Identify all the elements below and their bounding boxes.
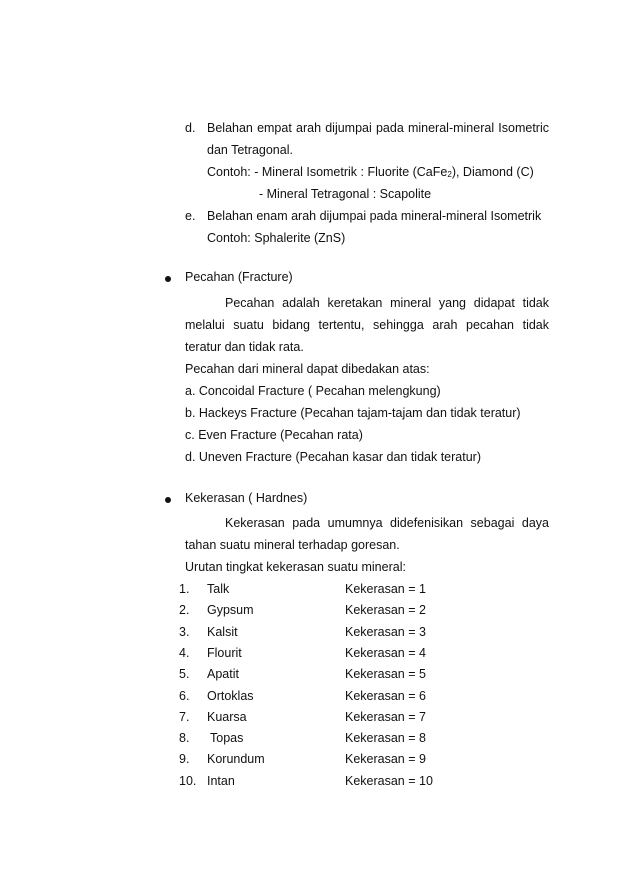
hardness-row-number: 2.	[179, 603, 190, 617]
fracture-item-d: d. Uneven Fracture (Pecahan kasar dan tidak teratur)	[185, 450, 481, 464]
hardness-row-value: Kekerasan = 2	[345, 603, 426, 617]
heading-fracture: Pecahan (Fracture)	[185, 270, 293, 284]
hardness-row-value: Kekerasan = 7	[345, 710, 426, 724]
fracture-para-line1: Pecahan adalah keretakan mineral yang didapat tidak	[225, 296, 549, 310]
hardness-para-line2: tahan suatu mineral terhadap goresan.	[185, 538, 400, 552]
hardness-row-number: 4.	[179, 646, 190, 660]
fracture-para-line3: teratur dan tidak rata.	[185, 340, 304, 354]
hardness-row-mineral: Topas	[210, 731, 244, 745]
hardness-row-mineral: Intan	[207, 774, 235, 788]
list-label-e: e.	[185, 209, 196, 223]
example-sphalerite: Contoh: Sphalerite (ZnS)	[207, 231, 346, 245]
fracture-para-line2: melalui suatu bidang tertentu, sehingga arah pecahan tidak	[185, 318, 549, 332]
example-isometric	[207, 165, 534, 179]
list-label-d: d.	[185, 121, 196, 135]
hardness-row-number: 9.	[179, 752, 190, 766]
hardness-row-mineral: Flourit	[207, 646, 242, 660]
hardness-row-number: 8.	[179, 731, 190, 745]
fracture-item-c: c. Even Fracture (Pecahan rata)	[185, 428, 363, 442]
fracture-intro: Pecahan dari mineral dapat dibedakan atas:	[185, 362, 430, 376]
hardness-row-mineral: Gypsum	[207, 603, 254, 617]
hardness-row-mineral: Kuarsa	[207, 710, 247, 724]
hardness-row-mineral: Talk	[207, 582, 230, 596]
hardness-row-number: 6.	[179, 689, 190, 703]
example-isometric-subscript: 2	[447, 170, 452, 179]
hardness-row-number: 3.	[179, 625, 190, 639]
example-tetragonal: - Mineral Tetragonal : Scapolite	[259, 187, 432, 201]
hardness-row-mineral: Kalsit	[207, 625, 238, 639]
list-text-e-line1: Belahan enam arah dijumpai pada mineral-mineral Isometrik	[207, 209, 542, 223]
hardness-row-mineral: Apatit	[207, 667, 239, 681]
hardness-row-value: Kekerasan = 9	[345, 752, 426, 766]
fracture-item-b: b. Hackeys Fracture (Pecahan tajam-tajam dan tidak teratur)	[185, 406, 521, 420]
hardness-row-value: Kekerasan = 6	[345, 689, 426, 703]
hardness-row-number: 10.	[179, 774, 197, 788]
hardness-row-value: Kekerasan = 5	[345, 667, 426, 681]
hardness-intro: Urutan tingkat kekerasan suatu mineral:	[185, 560, 406, 574]
example-isometric-suffix: ), Diamond (C)	[451, 165, 534, 179]
hardness-row-number: 1.	[179, 582, 190, 596]
bullet-hardness	[165, 497, 171, 503]
hardness-para-line1: Kekerasan pada umumnya didefenisikan sebagai daya	[225, 516, 549, 530]
hardness-row-value: Kekerasan = 8	[345, 731, 426, 745]
hardness-row-value: Kekerasan = 1	[345, 582, 426, 596]
list-text-d-line2: dan Tetragonal.	[207, 143, 293, 157]
example-isometric-prefix: Contoh: - Mineral Isometrik : Fluorite (CaFe	[207, 165, 448, 179]
hardness-row-mineral: Korundum	[207, 752, 265, 766]
heading-hardness: Kekerasan ( Hardnes)	[185, 491, 308, 505]
hardness-row-mineral: Ortoklas	[207, 689, 254, 703]
bullet-fracture	[165, 276, 171, 282]
hardness-row-number: 7.	[179, 710, 190, 724]
list-text-d-line1: Belahan empat arah dijumpai pada mineral-mineral Isometric	[207, 121, 549, 135]
hardness-row-value: Kekerasan = 10	[345, 774, 433, 788]
hardness-row-value: Kekerasan = 3	[345, 625, 426, 639]
hardness-row-number: 5.	[179, 667, 190, 681]
hardness-row-value: Kekerasan = 4	[345, 646, 426, 660]
fracture-item-a: a. Concoidal Fracture ( Pecahan melengkung)	[185, 384, 441, 398]
